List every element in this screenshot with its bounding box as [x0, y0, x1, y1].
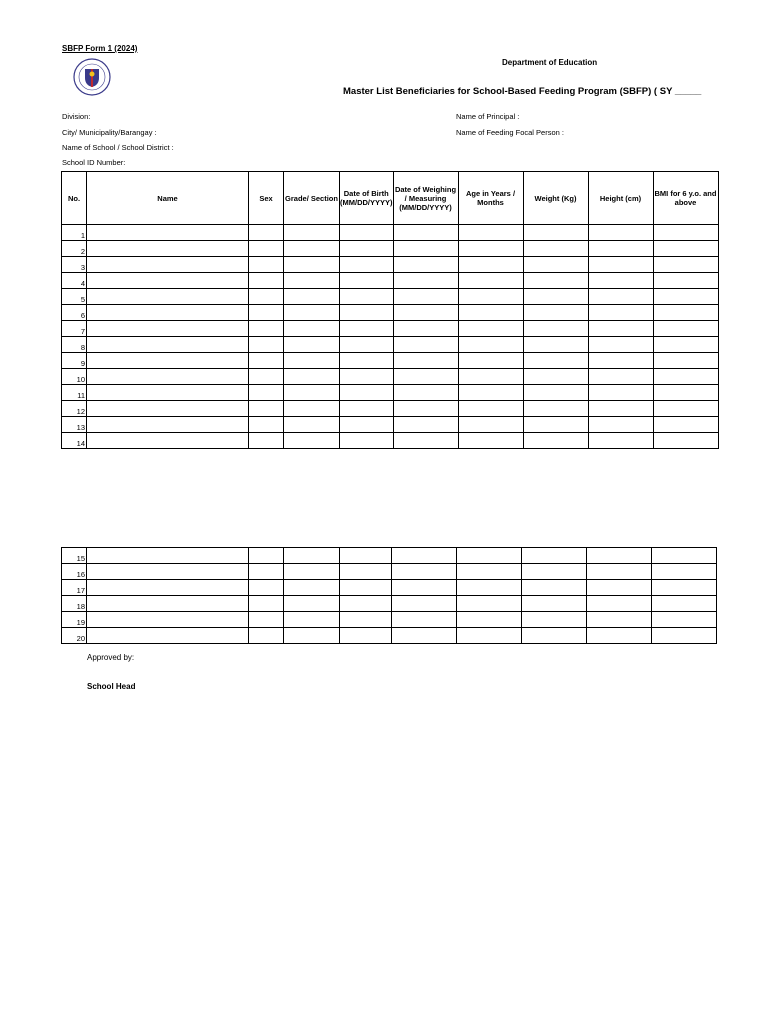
row-number: 8 [62, 337, 87, 353]
table-row [62, 289, 719, 305]
table-row [62, 369, 719, 385]
height-cell[interactable] [587, 580, 652, 596]
date-weighing-cell[interactable] [392, 596, 457, 612]
table-row [62, 564, 717, 580]
weight-cell[interactable] [523, 241, 588, 257]
dob-cell[interactable] [340, 353, 394, 369]
weight-cell[interactable] [523, 225, 588, 241]
date-weighing-cell[interactable] [392, 580, 457, 596]
row-number: 17 [62, 580, 87, 596]
table-row [62, 337, 719, 353]
page-title: Master List Beneficiaries for School-Based Feeding Program (SBFP) ( SY _____ [343, 86, 702, 97]
weight-cell[interactable] [523, 385, 588, 401]
sex-cell[interactable] [249, 337, 284, 353]
weight-cell[interactable] [523, 417, 588, 433]
bmi-cell[interactable] [653, 369, 718, 385]
col-header-bmi: BMI for 6 y.o. and above [653, 172, 718, 225]
row-number: 20 [62, 628, 87, 644]
sex-cell[interactable] [249, 241, 284, 257]
dob-cell[interactable] [340, 321, 394, 337]
sex-cell[interactable] [249, 596, 284, 612]
dob-cell[interactable] [340, 241, 394, 257]
height-cell[interactable] [588, 225, 653, 241]
sex-cell[interactable] [249, 401, 284, 417]
table-row [62, 433, 719, 449]
weight-cell[interactable] [523, 257, 588, 273]
table-row [62, 628, 717, 644]
name-cell[interactable] [87, 433, 249, 449]
grade-cell[interactable] [284, 369, 340, 385]
table-row [62, 596, 717, 612]
date-weighing-cell[interactable] [392, 548, 457, 564]
col-header-name: Name [87, 172, 249, 225]
bmi-cell[interactable] [652, 564, 717, 580]
sex-cell[interactable] [249, 321, 284, 337]
bmi-cell[interactable] [653, 433, 718, 449]
grade-cell[interactable] [284, 353, 340, 369]
sex-cell[interactable] [249, 564, 284, 580]
table-row [62, 548, 717, 564]
name-cell[interactable] [87, 548, 249, 564]
dob-cell[interactable] [340, 612, 392, 628]
height-cell[interactable] [588, 385, 653, 401]
grade-cell[interactable] [284, 628, 340, 644]
weight-cell[interactable] [522, 628, 587, 644]
row-number: 13 [62, 417, 87, 433]
table-row [62, 385, 719, 401]
age-cell[interactable] [458, 385, 523, 401]
row-number: 7 [62, 321, 87, 337]
height-cell[interactable] [588, 401, 653, 417]
grade-cell[interactable] [284, 401, 340, 417]
dob-cell[interactable] [340, 225, 394, 241]
table-row [62, 321, 719, 337]
height-cell[interactable] [588, 417, 653, 433]
dob-cell[interactable] [340, 433, 394, 449]
age-cell[interactable] [457, 628, 522, 644]
dob-cell[interactable] [340, 289, 394, 305]
date-weighing-cell[interactable] [393, 353, 458, 369]
name-cell[interactable] [87, 257, 249, 273]
name-cell[interactable] [87, 321, 249, 337]
division-label: Division: [62, 112, 91, 121]
col-header-age: Age in Years / Months [458, 172, 523, 225]
height-cell[interactable] [587, 564, 652, 580]
bmi-cell[interactable] [652, 628, 717, 644]
dob-cell[interactable] [340, 257, 394, 273]
row-number: 3 [62, 257, 87, 273]
grade-cell[interactable] [284, 289, 340, 305]
col-header-no: No. [62, 172, 87, 225]
dob-cell[interactable] [340, 596, 392, 612]
height-cell[interactable] [588, 273, 653, 289]
date-weighing-cell[interactable] [393, 289, 458, 305]
age-cell[interactable] [458, 257, 523, 273]
grade-cell[interactable] [284, 612, 340, 628]
sex-cell[interactable] [249, 257, 284, 273]
grade-cell[interactable] [284, 596, 340, 612]
row-number: 9 [62, 353, 87, 369]
weight-cell[interactable] [523, 433, 588, 449]
weight-cell[interactable] [522, 564, 587, 580]
col-header-date-weighing: Date of Weighing / Measuring (MM/DD/YYYY) [393, 172, 458, 225]
sex-cell[interactable] [249, 580, 284, 596]
height-cell[interactable] [588, 321, 653, 337]
age-cell[interactable] [458, 433, 523, 449]
date-weighing-cell[interactable] [393, 321, 458, 337]
age-cell[interactable] [458, 321, 523, 337]
name-cell[interactable] [87, 273, 249, 289]
col-header-weight: Weight (Kg) [523, 172, 588, 225]
bmi-cell[interactable] [653, 273, 718, 289]
age-cell[interactable] [458, 241, 523, 257]
row-number: 12 [62, 401, 87, 417]
sex-cell[interactable] [249, 433, 284, 449]
name-cell[interactable] [87, 596, 249, 612]
age-cell[interactable] [458, 417, 523, 433]
grade-cell[interactable] [284, 564, 340, 580]
row-number: 2 [62, 241, 87, 257]
name-cell[interactable] [87, 580, 249, 596]
grade-cell[interactable] [284, 433, 340, 449]
name-cell[interactable] [87, 564, 249, 580]
focal-person-label: Name of Feeding Focal Person : [456, 128, 564, 137]
sex-cell[interactable] [249, 385, 284, 401]
name-cell[interactable] [87, 628, 249, 644]
grade-cell[interactable] [284, 385, 340, 401]
sex-cell[interactable] [249, 273, 284, 289]
approved-by-label: Approved by: [87, 653, 135, 662]
sex-cell[interactable] [249, 353, 284, 369]
name-cell[interactable] [87, 353, 249, 369]
dob-cell[interactable] [340, 385, 394, 401]
dob-cell[interactable] [340, 548, 392, 564]
row-number: 1 [62, 225, 87, 241]
row-number: 10 [62, 369, 87, 385]
dob-cell[interactable] [340, 305, 394, 321]
weight-cell[interactable] [522, 548, 587, 564]
date-weighing-cell[interactable] [393, 225, 458, 241]
sex-cell[interactable] [249, 225, 284, 241]
date-weighing-cell[interactable] [393, 417, 458, 433]
bmi-cell[interactable] [653, 417, 718, 433]
sex-cell[interactable] [249, 548, 284, 564]
bmi-cell[interactable] [653, 305, 718, 321]
dob-cell[interactable] [340, 401, 394, 417]
weight-cell[interactable] [522, 580, 587, 596]
height-cell[interactable] [587, 548, 652, 564]
age-cell[interactable] [457, 548, 522, 564]
weight-cell[interactable] [523, 401, 588, 417]
principal-label: Name of Principal : [456, 112, 520, 121]
dob-cell[interactable] [340, 369, 394, 385]
weight-cell[interactable] [523, 305, 588, 321]
table-row [62, 273, 719, 289]
row-number: 5 [62, 289, 87, 305]
table-row [62, 257, 719, 273]
col-header-sex: Sex [249, 172, 284, 225]
signatory-label: School Head [87, 682, 136, 691]
age-cell[interactable] [458, 305, 523, 321]
table-row [62, 417, 719, 433]
grade-cell[interactable] [284, 241, 340, 257]
age-cell[interactable] [458, 353, 523, 369]
bmi-cell[interactable] [653, 321, 718, 337]
date-weighing-cell[interactable] [392, 628, 457, 644]
height-cell[interactable] [588, 433, 653, 449]
date-weighing-cell[interactable] [393, 401, 458, 417]
bmi-cell[interactable] [653, 337, 718, 353]
bmi-cell[interactable] [653, 401, 718, 417]
dob-cell[interactable] [340, 417, 394, 433]
height-cell[interactable] [587, 612, 652, 628]
bmi-cell[interactable] [652, 596, 717, 612]
sex-cell[interactable] [249, 305, 284, 321]
age-cell[interactable] [457, 612, 522, 628]
height-cell[interactable] [588, 305, 653, 321]
height-cell[interactable] [588, 369, 653, 385]
row-number: 6 [62, 305, 87, 321]
bmi-cell[interactable] [652, 580, 717, 596]
date-weighing-cell[interactable] [392, 612, 457, 628]
bmi-cell[interactable] [653, 225, 718, 241]
weight-cell[interactable] [522, 612, 587, 628]
grade-cell[interactable] [284, 257, 340, 273]
weight-cell[interactable] [522, 596, 587, 612]
grade-cell[interactable] [284, 337, 340, 353]
beneficiaries-table-page1 [61, 171, 719, 449]
weight-cell[interactable] [523, 369, 588, 385]
row-number: 4 [62, 273, 87, 289]
weight-cell[interactable] [523, 289, 588, 305]
grade-cell[interactable] [284, 417, 340, 433]
row-number: 16 [62, 564, 87, 580]
weight-cell[interactable] [523, 273, 588, 289]
name-cell[interactable] [87, 305, 249, 321]
dob-cell[interactable] [340, 273, 394, 289]
sex-cell[interactable] [249, 289, 284, 305]
row-number: 14 [62, 433, 87, 449]
name-cell[interactable] [87, 225, 249, 241]
age-cell[interactable] [458, 273, 523, 289]
table-row [62, 612, 717, 628]
grade-cell[interactable] [284, 225, 340, 241]
grade-cell[interactable] [284, 305, 340, 321]
row-number: 11 [62, 385, 87, 401]
table-row [62, 241, 719, 257]
grade-cell[interactable] [284, 580, 340, 596]
height-cell[interactable] [588, 257, 653, 273]
date-weighing-cell[interactable] [393, 433, 458, 449]
height-cell[interactable] [588, 241, 653, 257]
name-cell[interactable] [87, 417, 249, 433]
dob-cell[interactable] [340, 337, 394, 353]
bmi-cell[interactable] [653, 353, 718, 369]
sex-cell[interactable] [249, 628, 284, 644]
age-cell[interactable] [458, 225, 523, 241]
age-cell[interactable] [458, 289, 523, 305]
school-name-label: Name of School / School District : [62, 143, 174, 152]
table-row [62, 580, 717, 596]
col-header-grade: Grade/ Section [284, 172, 340, 225]
grade-cell[interactable] [284, 321, 340, 337]
name-cell[interactable] [87, 385, 249, 401]
date-weighing-cell[interactable] [392, 564, 457, 580]
name-cell[interactable] [87, 337, 249, 353]
table-row [62, 305, 719, 321]
date-weighing-cell[interactable] [393, 369, 458, 385]
name-cell[interactable] [87, 612, 249, 628]
col-header-dob: Date of Birth (MM/DD/YYYY) [340, 172, 394, 225]
age-cell[interactable] [457, 580, 522, 596]
bmi-cell[interactable] [652, 612, 717, 628]
age-cell[interactable] [458, 369, 523, 385]
age-cell[interactable] [457, 564, 522, 580]
height-cell[interactable] [587, 628, 652, 644]
col-header-height: Height (cm) [588, 172, 653, 225]
name-cell[interactable] [87, 401, 249, 417]
department-name: Department of Education [502, 58, 598, 67]
date-weighing-cell[interactable] [393, 385, 458, 401]
row-number: 18 [62, 596, 87, 612]
age-cell[interactable] [458, 337, 523, 353]
table-row [62, 401, 719, 417]
weight-cell[interactable] [523, 353, 588, 369]
date-weighing-cell[interactable] [393, 241, 458, 257]
grade-cell[interactable] [284, 273, 340, 289]
bmi-cell[interactable] [653, 257, 718, 273]
sex-cell[interactable] [249, 369, 284, 385]
bmi-cell[interactable] [653, 289, 718, 305]
dob-cell[interactable] [340, 628, 392, 644]
bmi-cell[interactable] [653, 385, 718, 401]
deped-seal-icon [70, 58, 114, 96]
name-cell[interactable] [87, 289, 249, 305]
date-weighing-cell[interactable] [393, 273, 458, 289]
height-cell[interactable] [588, 289, 653, 305]
name-cell[interactable] [87, 241, 249, 257]
bmi-cell[interactable] [652, 548, 717, 564]
table-row [62, 353, 719, 369]
dob-cell[interactable] [340, 564, 392, 580]
weight-cell[interactable] [523, 337, 588, 353]
city-label: City/ Municipality/Barangay : [62, 128, 157, 137]
grade-cell[interactable] [284, 548, 340, 564]
age-cell[interactable] [458, 401, 523, 417]
date-weighing-cell[interactable] [393, 305, 458, 321]
row-number: 19 [62, 612, 87, 628]
name-cell[interactable] [87, 369, 249, 385]
date-weighing-cell[interactable] [393, 337, 458, 353]
date-weighing-cell[interactable] [393, 257, 458, 273]
weight-cell[interactable] [523, 321, 588, 337]
age-cell[interactable] [457, 596, 522, 612]
beneficiaries-table-page2 [61, 547, 717, 644]
dob-cell[interactable] [340, 580, 392, 596]
school-id-label: School ID Number: [62, 158, 126, 167]
form-code: SBFP Form 1 (2024) [62, 44, 138, 53]
table-row [62, 225, 719, 241]
height-cell[interactable] [588, 353, 653, 369]
height-cell[interactable] [587, 596, 652, 612]
sex-cell[interactable] [249, 417, 284, 433]
bmi-cell[interactable] [653, 241, 718, 257]
height-cell[interactable] [588, 337, 653, 353]
sex-cell[interactable] [249, 612, 284, 628]
row-number: 15 [62, 548, 87, 564]
